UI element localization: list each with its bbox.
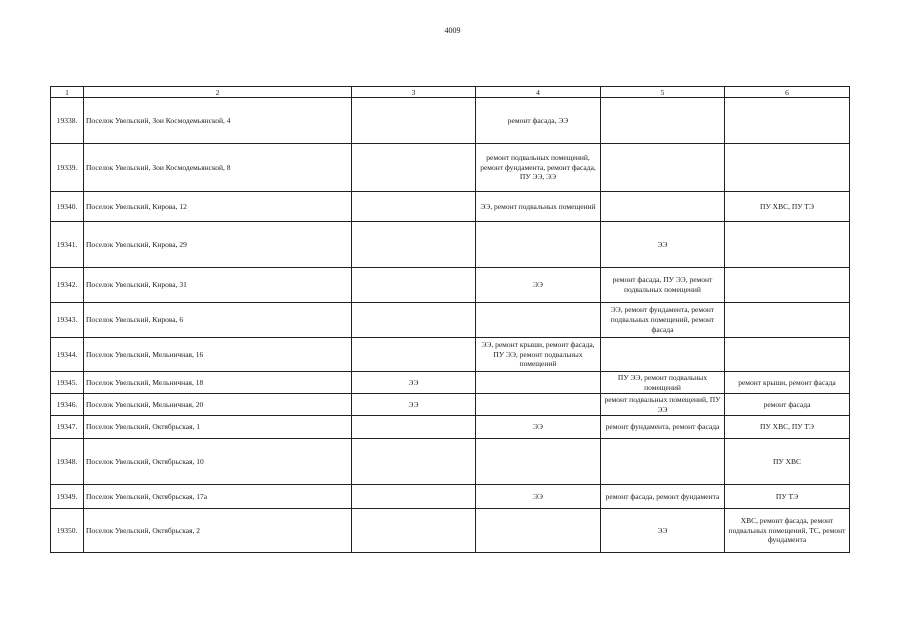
table-row — [51, 338, 850, 372]
column-3-cell — [352, 303, 476, 338]
column-5-cell: ремонт фундамента, ремонт фасада — [601, 416, 725, 439]
address-cell: Поселок Увельский, Зои Космодемьянской, 8 — [84, 144, 352, 192]
table-row — [51, 372, 850, 394]
column-5-cell: ЭЭ — [601, 509, 725, 553]
column-6-cell: ПУ ТЭ — [725, 485, 850, 509]
column-header: 4 — [476, 87, 601, 98]
row-number: 19348. — [51, 439, 84, 485]
column-5-cell: ремонт фасада, ПУ ЭЭ, ремонт подвальных помещений — [601, 268, 725, 303]
column-5-cell: ЭЭ, ремонт фундамента, ремонт подвальных помещений, ремонт фасада — [601, 303, 725, 338]
column-6-cell — [725, 303, 850, 338]
address-cell: Поселок Увельский, Октябрьская, 10 — [84, 439, 352, 485]
address-cell: Поселок Увельский, Октябрьская, 2 — [84, 509, 352, 553]
column-4-cell — [476, 439, 601, 485]
column-6-cell: ремонт фасада — [725, 394, 850, 416]
address-cell: Поселок Увельский, Мельничная, 16 — [84, 338, 352, 372]
column-6-cell: ПУ ХВС, ПУ ТЭ — [725, 416, 850, 439]
address-cell: Поселок Увельский, Октябрьская, 1 — [84, 416, 352, 439]
column-header: 1 — [51, 87, 84, 98]
column-3-cell — [352, 338, 476, 372]
table-row — [51, 192, 850, 222]
column-3-cell — [352, 509, 476, 553]
row-number: 19342. — [51, 268, 84, 303]
column-4-cell: ЭЭ — [476, 268, 601, 303]
column-4-cell: ЭЭ — [476, 416, 601, 439]
page-number: 4009 — [444, 26, 461, 35]
column-4-cell: ремонт подвальных помещений, ремонт фундамента, ремонт фасада, ПУ ЭЭ, ЭЭ — [476, 144, 601, 192]
row-number: 19346. — [51, 394, 84, 416]
column-6-cell — [725, 222, 850, 268]
column-5-cell — [601, 439, 725, 485]
row-number: 19347. — [51, 416, 84, 439]
row-number: 19350. — [51, 509, 84, 553]
row-number: 19339. — [51, 144, 84, 192]
table-row — [51, 509, 850, 553]
column-header: 5 — [601, 87, 725, 98]
table-row — [51, 268, 850, 303]
table-row — [51, 144, 850, 192]
column-3-cell — [352, 485, 476, 509]
table-row — [51, 98, 850, 144]
address-cell: Поселок Увельский, Зои Космодемьянской, 4 — [84, 98, 352, 144]
row-number: 19338. — [51, 98, 84, 144]
address-cell: Поселок Увельский, Мельничная, 20 — [84, 394, 352, 416]
column-3-cell — [352, 416, 476, 439]
column-3-cell — [352, 222, 476, 268]
column-3-cell — [352, 144, 476, 192]
column-3-cell — [352, 268, 476, 303]
column-5-cell — [601, 144, 725, 192]
column-6-cell — [725, 144, 850, 192]
row-number: 19344. — [51, 338, 84, 372]
column-4-cell — [476, 303, 601, 338]
column-5-cell — [601, 192, 725, 222]
column-6-cell — [725, 268, 850, 303]
row-number: 19343. — [51, 303, 84, 338]
column-4-cell — [476, 372, 601, 394]
column-4-cell: ЭЭ — [476, 485, 601, 509]
column-3-cell — [352, 192, 476, 222]
column-5-cell — [601, 98, 725, 144]
address-cell: Поселок Увельский, Октябрьская, 17а — [84, 485, 352, 509]
column-header: 6 — [725, 87, 850, 98]
column-4-cell: ЭЭ, ремонт крыши, ремонт фасада, ПУ ЭЭ, ремонт подвальных помещений — [476, 338, 601, 372]
address-cell: Поселок Увельский, Кирова, 12 — [84, 192, 352, 222]
row-number: 19345. — [51, 372, 84, 394]
table-row — [51, 222, 850, 268]
header-row — [51, 87, 850, 98]
column-6-cell — [725, 338, 850, 372]
column-3-cell — [352, 98, 476, 144]
column-4-cell — [476, 394, 601, 416]
address-cell: Поселок Увельский, Кирова, 31 — [84, 268, 352, 303]
row-number: 19341. — [51, 222, 84, 268]
table-row — [51, 485, 850, 509]
column-4-cell — [476, 222, 601, 268]
column-5-cell: ремонт подвальных помещений, ПУ ЭЭ — [601, 394, 725, 416]
table-row — [51, 439, 850, 485]
column-5-cell: ПУ ЭЭ, ремонт подвальных помещений — [601, 372, 725, 394]
address-cell: Поселок Увельский, Мельничная, 18 — [84, 372, 352, 394]
column-6-cell: ремонт крыши, ремонт фасада — [725, 372, 850, 394]
column-4-cell: ремонт фасада, ЭЭ — [476, 98, 601, 144]
row-number: 19340. — [51, 192, 84, 222]
column-5-cell — [601, 338, 725, 372]
column-6-cell: ПУ ХВС — [725, 439, 850, 485]
works-table — [50, 86, 850, 553]
address-cell: Поселок Увельский, Кирова, 29 — [84, 222, 352, 268]
column-5-cell: ЭЭ — [601, 222, 725, 268]
table-row — [51, 416, 850, 439]
column-6-cell: ПУ ХВС, ПУ ТЭ — [725, 192, 850, 222]
column-3-cell: ЭЭ — [352, 394, 476, 416]
column-header: 3 — [352, 87, 476, 98]
column-4-cell — [476, 509, 601, 553]
table-row — [51, 394, 850, 416]
column-header: 2 — [84, 87, 352, 98]
column-6-cell: ХВС, ремонт фасада, ремонт подвальных помещений, ТС, ремонт фундамента — [725, 509, 850, 553]
column-6-cell — [725, 98, 850, 144]
column-3-cell: ЭЭ — [352, 372, 476, 394]
column-3-cell — [352, 439, 476, 485]
table-row — [51, 303, 850, 338]
address-cell: Поселок Увельский, Кирова, 6 — [84, 303, 352, 338]
row-number: 19349. — [51, 485, 84, 509]
column-4-cell: ЭЭ, ремонт подвальных помещений — [476, 192, 601, 222]
column-5-cell: ремонт фасада, ремонт фундамента — [601, 485, 725, 509]
